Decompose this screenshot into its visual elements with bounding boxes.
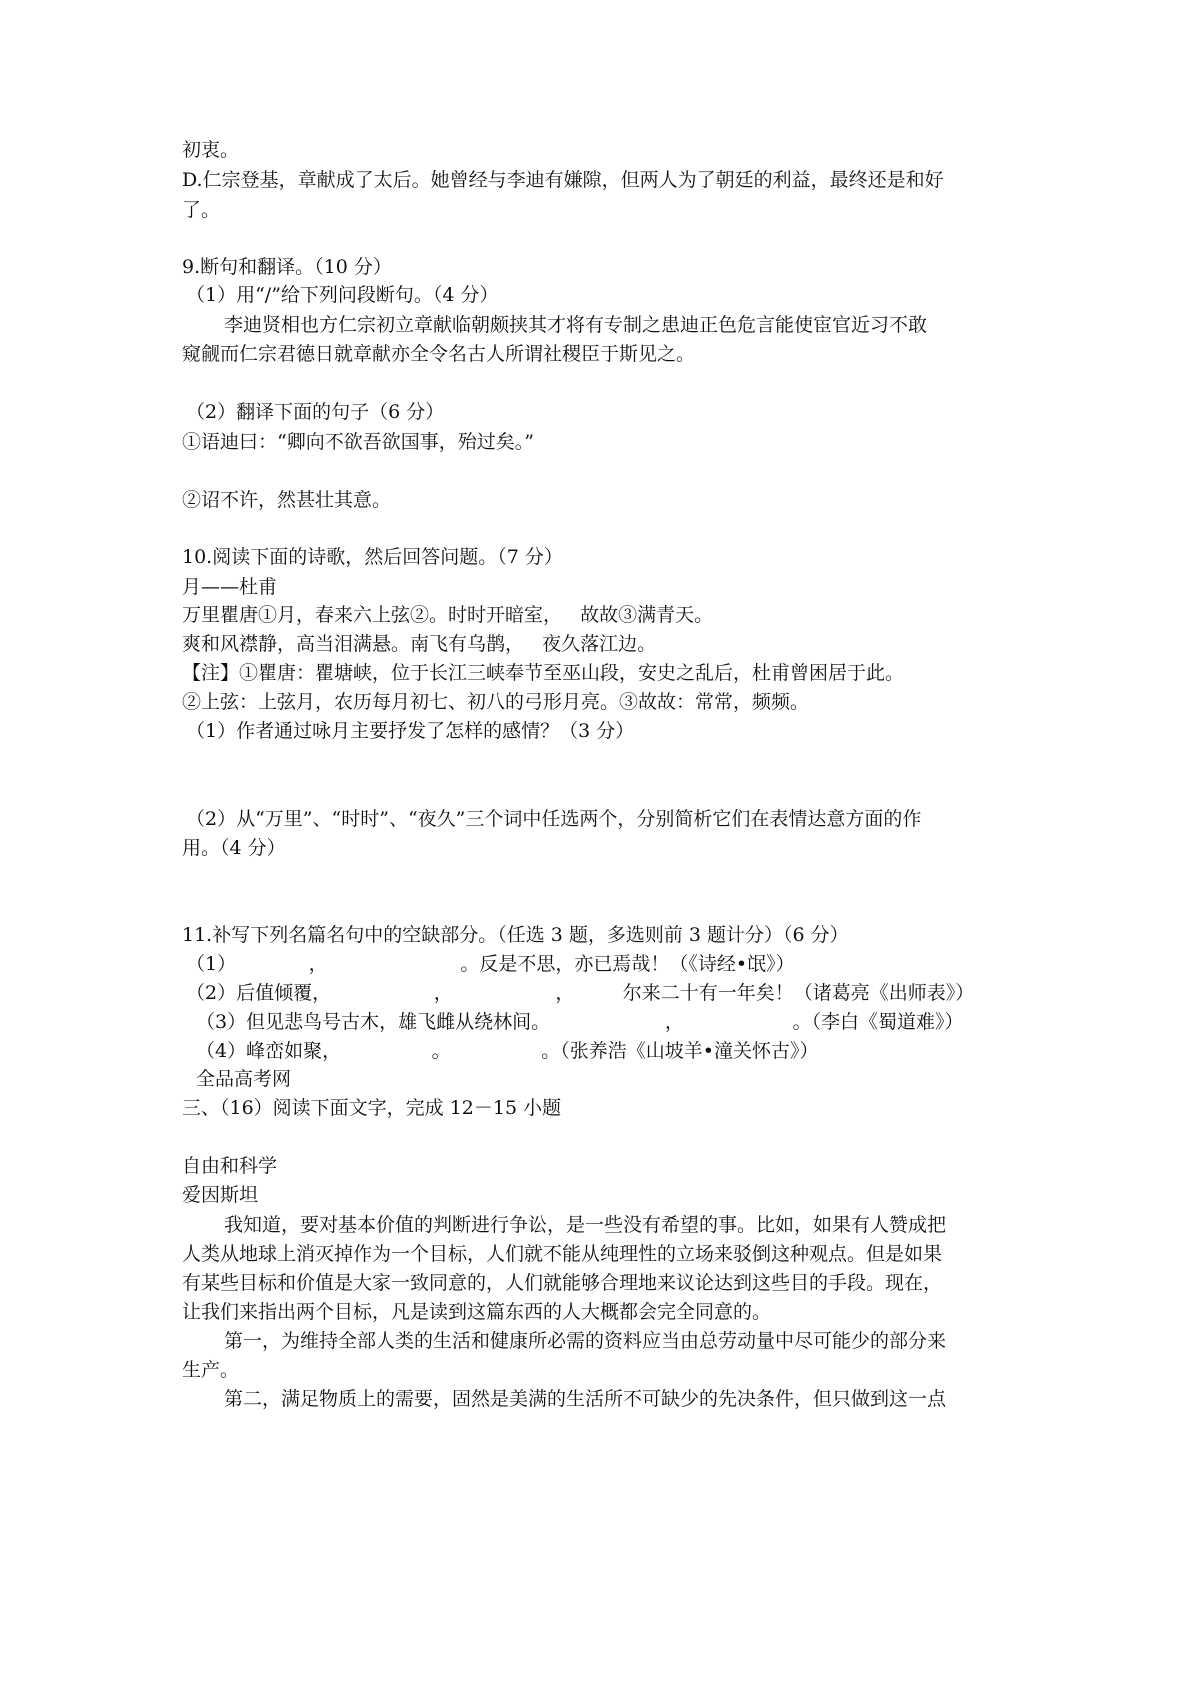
watermark-text: 全品高考网 [196, 1068, 292, 1090]
fill-blank-item: （1） ， 。反是不思，亦已焉哉！（《诗经•氓》） [186, 953, 795, 975]
question-10-heading: 10.阅读下面的诗歌，然后回答问题。（7 分） [182, 546, 563, 568]
article-title: 自由和科学 [182, 1155, 278, 1177]
fill-blank-item: （3）但见悲鸟号古木，雄飞雌从绕林间。 ， 。（李白《蜀道难》） [196, 1011, 964, 1033]
fill-blank-item: （4）峰峦如聚， 。 。（张养浩《山坡羊•潼关怀古》） [196, 1040, 819, 1062]
text-line: 用。（4 分） [182, 837, 286, 859]
passage-line: 窥觎而仁宗君德日就章献亦全令名古人所谓社稷臣于斯见之。 [182, 343, 696, 365]
translate-sentence-2: ②诏不许，然甚壮其意。 [182, 489, 392, 511]
article-line: 第二，满足物质上的需要，固然是美满的生活所不可缺少的先决条件，但只做到这一点 [224, 1388, 947, 1410]
question-9-part-2: （2）翻译下面的句子（6 分） [186, 401, 445, 423]
question-11-heading: 11.补写下列名篇名句中的空缺部分。（任选 3 题，多选则前 3 题计分）（6 分） [182, 924, 849, 946]
poem-line: 万里瞿唐①月，春来六上弦②。时时开暗室， 故故③满青天。 [182, 604, 714, 626]
article-line: 人类从地球上消灭掉作为一个目标，人们就不能从纯理性的立场来驳倒这种观点。但是如果 [182, 1243, 943, 1265]
fill-blank-item: （2）后值倾覆， ， ， 尔来二十有一年矣！（诸葛亮《出师表》） [186, 982, 975, 1004]
article-line: 让我们来指出两个目标，凡是读到这篇东西的人大概都会完全同意的。 [182, 1301, 772, 1323]
text-line: 初衷。 [182, 139, 240, 161]
article-line: 有某些目标和价值是大家一致同意的，人们就能够合理地来议论达到这些目的手段。现在， [182, 1272, 943, 1294]
translate-sentence-1: ①语迪曰：“卿向不欲吾欲国事，殆过矣。” [182, 431, 534, 453]
poem-line: 爽和风襟静，高当泪满悬。南飞有乌鹊， 夜久落江边。 [182, 633, 657, 655]
poem-note: ②上弦：上弦月，农历每月初七、初八的弓形月亮。③故故：常常，频频。 [182, 691, 810, 713]
article-line: 生产。 [182, 1359, 240, 1381]
article-author: 爱因斯坦 [182, 1184, 259, 1206]
question-9-heading: 9.断句和翻译。（10 分） [182, 256, 392, 278]
poem-title: 月——杜甫 [182, 576, 278, 598]
section-3-heading: 三、（16）阅读下面文字，完成 12－15 小题 [182, 1097, 562, 1119]
question-10-part-2: （2）从“万里”、“时时”、“夜久”三个词中任选两个，分别简析它们在表情达意方面的作 [186, 808, 922, 830]
question-9-part-1: （1）用“/”给下列问段断句。（4 分） [186, 284, 499, 306]
article-line: 第一，为维持全部人类的生活和健康所必需的资料应当由总劳动量中尽可能少的部分来 [224, 1330, 947, 1352]
article-line: 我知道，要对基本价值的判断进行争讼，是一些没有希望的事。比如，如果有人赞成把 [224, 1214, 947, 1236]
question-10-part-1: （1）作者通过咏月主要抒发了怎样的感情？（3 分） [186, 720, 635, 742]
text-line: 了。 [182, 199, 221, 221]
poem-note: 【注】①瞿唐：瞿塘峡，位于长江三峡奉节至巫山段，安史之乱后，杜甫曾困居于此。 [182, 662, 905, 684]
passage-line: 李迪贤相也方仁宗初立章献临朝颇挟其才将有专制之患迪正色危言能使宦官近习不敢 [224, 314, 928, 336]
option-d: D.仁宗登基，章献成了太后。她曾经与李迪有嫌隙，但两人为了朝廷的利益，最终还是和好 [182, 169, 944, 191]
